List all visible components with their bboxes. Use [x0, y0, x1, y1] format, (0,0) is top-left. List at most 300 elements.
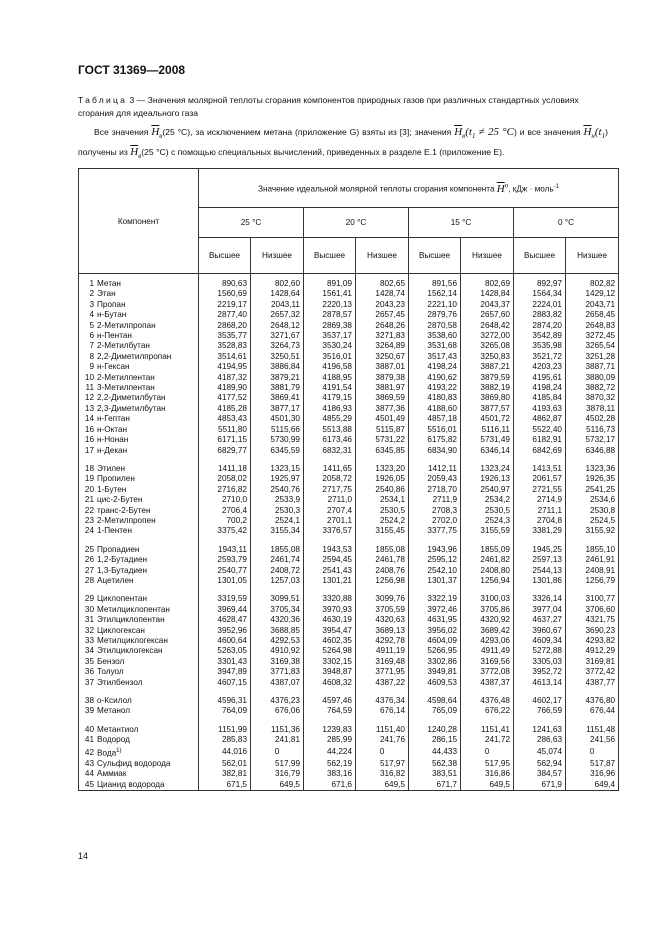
lower-value-cell: 1428,74 — [356, 289, 409, 299]
higher-value-cell: 2868,20 — [199, 321, 251, 331]
row-number: 40 — [84, 724, 94, 734]
lower-value-cell: 4320,92 — [461, 615, 514, 625]
row-number: 16 — [84, 424, 94, 434]
higher-header: Высшее — [199, 238, 251, 274]
higher-value-cell: 2879,76 — [409, 310, 461, 320]
higher-value-cell: 4628,47 — [199, 615, 251, 625]
lower-value-cell: 2408,91 — [566, 566, 619, 576]
higher-value-cell: 384,57 — [514, 769, 566, 779]
higher-value-cell: 2702,0 — [409, 516, 461, 526]
group-spacer — [79, 456, 619, 464]
higher-value-cell: 1562,14 — [409, 289, 461, 299]
component-name: Этилен — [97, 463, 126, 473]
higher-value-cell: 1241,63 — [514, 725, 566, 735]
higher-value-cell: 562,01 — [199, 759, 251, 769]
lower-value-cell: 1428,84 — [461, 289, 514, 299]
lower-value-cell: 316,86 — [461, 769, 514, 779]
higher-value-cell: 4193,22 — [409, 383, 461, 393]
row-number: 29 — [84, 594, 94, 604]
lower-value-cell: 2043,11 — [251, 300, 304, 310]
higher-value-cell: 4607,15 — [199, 678, 251, 688]
higher-value-cell: 671,6 — [304, 780, 356, 791]
lower-value-cell: 3155,45 — [356, 526, 409, 536]
table-row — [79, 464, 619, 474]
table-row — [79, 474, 619, 484]
higher-value-cell: 4631,95 — [409, 615, 461, 625]
higher-value-cell: 1240,28 — [409, 725, 461, 735]
component-cell — [79, 678, 199, 688]
lower-value-cell: 2524,3 — [461, 516, 514, 526]
row-number: 43 — [84, 758, 94, 768]
higher-value-cell: 3301,43 — [199, 657, 251, 667]
component-cell — [79, 605, 199, 615]
higher-value-cell: 892,97 — [514, 274, 566, 290]
row-number: 33 — [84, 636, 94, 645]
higher-value-cell: 2061,57 — [514, 474, 566, 484]
higher-value-cell: 4609,34 — [514, 636, 566, 646]
higher-value-cell: 1301,05 — [199, 576, 251, 586]
higher-value-cell: 764,59 — [304, 706, 356, 716]
higher-value-cell: 4179,15 — [304, 393, 356, 403]
lower-value-cell: 2648,42 — [461, 321, 514, 331]
component-name: 3-Метилпентан — [97, 383, 155, 393]
lower-value-cell: 2534,2 — [461, 495, 514, 505]
component-name: 1,2-Бутадиен — [97, 555, 148, 565]
lower-value-cell: 4293,82 — [566, 636, 619, 646]
lower-value-cell: 3869,41 — [251, 393, 304, 403]
lower-value-cell: 3272,45 — [566, 331, 619, 341]
lower-value-cell: 1151,48 — [566, 725, 619, 735]
component-name: Пропадиен — [97, 544, 140, 554]
lower-value-cell: 1256,79 — [566, 576, 619, 586]
higher-value-cell: 2597,13 — [514, 555, 566, 565]
higher-value-cell: 3538,60 — [409, 331, 461, 341]
higher-value-cell: 4604,09 — [409, 636, 461, 646]
caption-lead: Таблица — [78, 95, 128, 105]
lower-value-cell: 3265,08 — [461, 341, 514, 351]
higher-value-cell: 5516,01 — [409, 425, 461, 435]
lower-value-cell: 3705,86 — [461, 605, 514, 615]
lower-value-cell: 3250,51 — [251, 352, 304, 362]
lower-value-cell: 2043,71 — [566, 300, 619, 310]
lower-value-cell: 2524,2 — [356, 516, 409, 526]
row-number: 26 — [84, 555, 94, 565]
higher-value-cell: 3381,29 — [514, 526, 566, 536]
higher-value-cell: 44,016 — [199, 746, 251, 759]
table-row — [79, 373, 619, 383]
higher-value-cell: 4613,14 — [514, 678, 566, 688]
table-row — [79, 506, 619, 516]
table-row — [79, 678, 619, 688]
lower-value-cell: 3264,89 — [356, 341, 409, 351]
lower-value-cell: 4911,49 — [461, 646, 514, 656]
table-row — [79, 769, 619, 779]
higher-value-cell: 1412,11 — [409, 464, 461, 474]
lower-value-cell: 3880,09 — [566, 373, 619, 383]
lower-value-cell: 2540,76 — [251, 485, 304, 495]
row-number: 11 — [85, 383, 94, 393]
higher-value-cell: 2706,4 — [199, 506, 251, 516]
table-row — [79, 310, 619, 320]
component-name: Цианид водорода — [97, 779, 165, 789]
lower-value-cell: 241,56 — [566, 735, 619, 745]
lower-value-cell: 2648,12 — [251, 321, 304, 331]
component-name: Аммиак — [97, 769, 127, 779]
row-number: 5 — [89, 320, 94, 330]
lower-value-cell: 316,96 — [566, 769, 619, 779]
component-cell — [79, 495, 199, 505]
lower-value-cell: 2540,86 — [356, 485, 409, 495]
table-row — [79, 594, 619, 604]
lower-value-cell: 241,72 — [461, 735, 514, 745]
table-row — [79, 341, 619, 351]
higher-value-cell: 4191,54 — [304, 383, 356, 393]
caption-text: 3 — Значения молярной теплоты сгорания компонентов природных газов при различных стандартных условиях сгорания для идеального газа — [78, 95, 579, 118]
lower-value-cell: 4912,29 — [566, 646, 619, 656]
higher-value-cell: 4602,35 — [304, 636, 356, 646]
component-cell — [79, 425, 199, 435]
lower-value-cell: 4292,78 — [356, 636, 409, 646]
row-number: 41 — [84, 735, 94, 745]
higher-value-cell: 3952,96 — [199, 626, 251, 636]
component-cell — [79, 289, 199, 299]
row-number: 18 — [84, 463, 94, 473]
group-spacer — [79, 586, 619, 594]
higher-value-cell: 4186,93 — [304, 404, 356, 414]
component-cell — [79, 545, 199, 555]
lower-value-cell: 5730,99 — [251, 435, 304, 445]
lower-value-cell: 1855,08 — [356, 545, 409, 555]
lower-value-cell: 3887,71 — [566, 362, 619, 372]
component-cell — [79, 657, 199, 667]
lower-value-cell: 3689,42 — [461, 626, 514, 636]
higher-value-cell: 671,7 — [409, 780, 461, 791]
para-part-3: ) и все значения — [513, 127, 584, 137]
higher-value-cell: 3948,87 — [304, 667, 356, 677]
math-symbol: $\overline{H}_в$ — [151, 126, 163, 141]
row-number: 20 — [84, 484, 94, 494]
lower-value-cell: 649,4 — [566, 780, 619, 791]
higher-value-cell: 5266,95 — [409, 646, 461, 656]
table-row — [79, 321, 619, 331]
table-row — [79, 485, 619, 495]
higher-value-cell: 2540,77 — [199, 566, 251, 576]
lower-value-cell: 2530,3 — [251, 506, 304, 516]
component-cell — [79, 446, 199, 456]
table-row — [79, 289, 619, 299]
component-name: 1-Бутен — [97, 484, 127, 494]
higher-value-cell: 2594,45 — [304, 555, 356, 565]
heat-of-combustion-table — [78, 168, 619, 791]
group-spacer — [79, 688, 619, 696]
component-cell — [79, 321, 199, 331]
component-name: Метантиол — [97, 724, 139, 734]
table-row — [79, 615, 619, 625]
lower-value-cell: 3100,03 — [461, 594, 514, 604]
component-name: 1-Пентен — [97, 526, 132, 536]
lower-value-cell: 1428,64 — [251, 289, 304, 299]
higher-value-cell: 562,94 — [514, 759, 566, 769]
higher-header: Высшее — [514, 238, 566, 274]
lower-value-cell: 3879,21 — [251, 373, 304, 383]
higher-value-cell: 2878,57 — [304, 310, 356, 320]
component-name: Циклопентан — [97, 594, 147, 604]
para-part-5: (25 °C) с помощью специальных вычислений, приведенных в разделе Е.1 (приложение Е). — [141, 146, 505, 157]
lower-value-cell: 1151,41 — [461, 725, 514, 735]
higher-value-cell: 671,9 — [514, 780, 566, 791]
row-number: 12 — [84, 393, 94, 403]
higher-value-cell: 3517,43 — [409, 352, 461, 362]
lower-value-cell: 3690,23 — [566, 626, 619, 636]
lower-value-cell: 3100,77 — [566, 594, 619, 604]
higher-value-cell: 4193,63 — [514, 404, 566, 414]
higher-value-cell: 700,2 — [199, 516, 251, 526]
higher-value-cell: 3531,68 — [409, 341, 461, 351]
lower-value-cell: 1926,35 — [566, 474, 619, 484]
higher-value-cell: 4190,62 — [409, 373, 461, 383]
component-cell — [79, 526, 199, 536]
lower-value-cell: 241,76 — [356, 735, 409, 745]
lower-value-cell: 1855,10 — [566, 545, 619, 555]
lower-value-cell: 4910,92 — [251, 646, 304, 656]
lower-value-cell: 3689,13 — [356, 626, 409, 636]
lower-value-cell: 0 — [461, 746, 514, 759]
lower-value-cell: 2043,23 — [356, 300, 409, 310]
lower-value-cell: 649,5 — [461, 780, 514, 791]
higher-value-cell: 2874,20 — [514, 321, 566, 331]
higher-value-cell: 44,224 — [304, 746, 356, 759]
higher-value-cell: 2711,1 — [514, 506, 566, 516]
higher-value-cell: 4198,24 — [409, 362, 461, 372]
row-number: 36 — [84, 667, 94, 677]
higher-value-cell: 4188,95 — [304, 373, 356, 383]
component-name: Пропан — [97, 299, 126, 309]
component-cell — [79, 626, 199, 636]
lower-value-cell: 3877,17 — [251, 404, 304, 414]
lower-value-cell: 4387,22 — [356, 678, 409, 688]
higher-value-cell: 4609,53 — [409, 678, 461, 688]
higher-value-cell: 2541,43 — [304, 566, 356, 576]
intro-paragraph — [78, 125, 608, 164]
higher-value-cell: 2058,02 — [199, 474, 251, 484]
higher-value-cell: 2870,58 — [409, 321, 461, 331]
table-row — [79, 414, 619, 424]
lower-value-cell: 3881,97 — [356, 383, 409, 393]
lower-value-cell: 2408,72 — [251, 566, 304, 576]
lower-value-cell: 3771,83 — [251, 667, 304, 677]
lower-value-cell: 4293,06 — [461, 636, 514, 646]
higher-value-cell: 2707,4 — [304, 506, 356, 516]
document-title: ГОСТ 31369—2008 — [78, 63, 186, 77]
row-number: 44 — [84, 769, 94, 779]
higher-value-cell: 3326,14 — [514, 594, 566, 604]
component-cell — [79, 485, 199, 495]
lower-value-cell: 5116,73 — [566, 425, 619, 435]
higher-value-cell: 4862,87 — [514, 414, 566, 424]
lower-value-cell: 676,14 — [356, 706, 409, 716]
higher-value-cell: 2717,75 — [304, 485, 356, 495]
component-cell — [79, 310, 199, 320]
component-cell — [79, 373, 199, 383]
higher-value-cell: 3537,17 — [304, 331, 356, 341]
component-cell — [79, 566, 199, 576]
footnote-marker: 1) — [116, 747, 122, 754]
table-row — [79, 566, 619, 576]
table-row — [79, 746, 619, 759]
lower-value-cell: 3772,42 — [566, 667, 619, 677]
lower-value-cell: 3771,95 — [356, 667, 409, 677]
higher-value-cell: 1943,96 — [409, 545, 461, 555]
component-cell — [79, 706, 199, 716]
lower-value-cell: 3886,84 — [251, 362, 304, 372]
row-number: 28 — [84, 575, 94, 585]
lower-value-cell: 676,44 — [566, 706, 619, 716]
higher-value-cell: 2877,40 — [199, 310, 251, 320]
math-symbol: $\overline{H}^o$ — [496, 181, 509, 195]
higher-value-cell: 2721,55 — [514, 485, 566, 495]
lower-value-cell: 4376,80 — [566, 696, 619, 706]
row-number: 2 — [89, 289, 94, 299]
table-row — [79, 657, 619, 667]
higher-value-cell: 2059,43 — [409, 474, 461, 484]
higher-value-cell: 562,19 — [304, 759, 356, 769]
lower-value-cell: 2648,83 — [566, 321, 619, 331]
higher-value-cell: 2595,12 — [409, 555, 461, 565]
table-row — [79, 274, 619, 290]
component-name: Ацетилен — [97, 575, 134, 585]
lower-value-cell: 4501,49 — [356, 414, 409, 424]
higher-value-cell: 5513,88 — [304, 425, 356, 435]
row-number: 37 — [84, 677, 94, 687]
lower-value-cell: 3169,56 — [461, 657, 514, 667]
higher-value-cell: 2058,72 — [304, 474, 356, 484]
lower-value-cell: 5115,87 — [356, 425, 409, 435]
table-row — [79, 383, 619, 393]
higher-value-cell: 2542,10 — [409, 566, 461, 576]
higher-value-cell: 3954,47 — [304, 626, 356, 636]
lower-value-cell: 0 — [356, 746, 409, 759]
lower-value-cell: 1256,98 — [356, 576, 409, 586]
component-name: н-Нонан — [97, 435, 129, 445]
lower-value-cell: 5731,49 — [461, 435, 514, 445]
component-cell — [79, 383, 199, 393]
component-name: Этилциклопентан — [97, 615, 165, 625]
higher-value-cell: 1151,99 — [199, 725, 251, 735]
lower-value-cell: 5115,66 — [251, 425, 304, 435]
component-name: Этан — [97, 289, 116, 299]
higher-value-cell: 671,5 — [199, 780, 251, 791]
higher-value-cell: 2711,0 — [304, 495, 356, 505]
lower-value-cell: 802,69 — [461, 274, 514, 290]
row-number: 22 — [84, 505, 94, 515]
lower-value-cell: 1256,94 — [461, 576, 514, 586]
lower-value-cell: 2541,25 — [566, 485, 619, 495]
higher-value-cell: 6173,46 — [304, 435, 356, 445]
lower-value-cell: 2408,76 — [356, 566, 409, 576]
higher-value-cell: 3375,42 — [199, 526, 251, 536]
lower-value-cell: 3099,51 — [251, 594, 304, 604]
component-name: о-Ксилол — [97, 696, 132, 706]
component-cell — [79, 646, 199, 656]
higher-value-cell: 2708,3 — [409, 506, 461, 516]
row-number: 9 — [89, 362, 94, 372]
lower-value-cell: 517,95 — [461, 759, 514, 769]
row-number: 14 — [84, 414, 94, 424]
table-caption — [78, 94, 608, 120]
higher-value-cell: 1239,83 — [304, 725, 356, 735]
lower-value-cell: 2658,45 — [566, 310, 619, 320]
table-row — [79, 667, 619, 677]
higher-value-cell: 764,09 — [199, 706, 251, 716]
higher-value-cell: 5263,05 — [199, 646, 251, 656]
lower-value-cell: 676,06 — [251, 706, 304, 716]
row-number: 31 — [84, 615, 94, 625]
component-cell — [79, 341, 199, 351]
component-name: н-Гексан — [97, 362, 130, 372]
lower-value-cell: 3869,59 — [356, 393, 409, 403]
higher-value-cell: 1411,18 — [199, 464, 251, 474]
row-number: 10 — [84, 372, 94, 382]
lower-value-cell: 2524,5 — [566, 516, 619, 526]
higher-value-cell: 1943,53 — [304, 545, 356, 555]
row-number: 4 — [89, 310, 94, 320]
higher-value-cell: 2711,9 — [409, 495, 461, 505]
lower-value-cell: 3882,72 — [566, 383, 619, 393]
higher-value-cell: 3305,03 — [514, 657, 566, 667]
lower-value-cell: 2657,60 — [461, 310, 514, 320]
lower-value-cell: 676,22 — [461, 706, 514, 716]
higher-value-cell: 4185,84 — [514, 393, 566, 403]
lower-value-cell: 4376,23 — [251, 696, 304, 706]
table-row — [79, 576, 619, 586]
lower-value-cell: 3155,59 — [461, 526, 514, 536]
lower-value-cell: 2461,82 — [461, 555, 514, 565]
temp-header-15: 15 °С — [409, 208, 514, 238]
component-name: Вода — [97, 748, 117, 758]
higher-value-cell: 3302,86 — [409, 657, 461, 667]
lower-value-cell: 6345,85 — [356, 446, 409, 456]
lower-value-cell: 4911,19 — [356, 646, 409, 656]
component-cell — [79, 759, 199, 769]
lower-value-cell: 3099,76 — [356, 594, 409, 604]
higher-value-cell: 3521,72 — [514, 352, 566, 362]
higher-value-cell: 4853,43 — [199, 414, 251, 424]
lower-value-cell: 802,60 — [251, 274, 304, 290]
lower-value-cell: 316,79 — [251, 769, 304, 779]
lower-value-cell: 4320,63 — [356, 615, 409, 625]
table-row — [79, 352, 619, 362]
component-name: Бензол — [97, 656, 125, 666]
higher-value-cell: 1560,69 — [199, 289, 251, 299]
component-name: 2-Метилпропен — [97, 515, 156, 525]
component-cell — [79, 615, 199, 625]
higher-value-cell: 1413,51 — [514, 464, 566, 474]
higher-value-cell: 3535,98 — [514, 341, 566, 351]
lower-header: Низшее — [461, 238, 514, 274]
row-number: 21 — [84, 495, 94, 505]
higher-value-cell: 286,15 — [409, 735, 461, 745]
table-row — [79, 780, 619, 791]
lower-value-cell: 4387,37 — [461, 678, 514, 688]
row-number: 32 — [84, 625, 94, 635]
table-row — [79, 404, 619, 414]
higher-value-cell: 2710,0 — [199, 495, 251, 505]
higher-value-cell: 4188,60 — [409, 404, 461, 414]
higher-value-cell: 4189,90 — [199, 383, 251, 393]
component-name: 2,2-Диметилпропан — [97, 351, 172, 361]
higher-value-cell: 1945,25 — [514, 545, 566, 555]
higher-value-cell: 383,51 — [409, 769, 461, 779]
